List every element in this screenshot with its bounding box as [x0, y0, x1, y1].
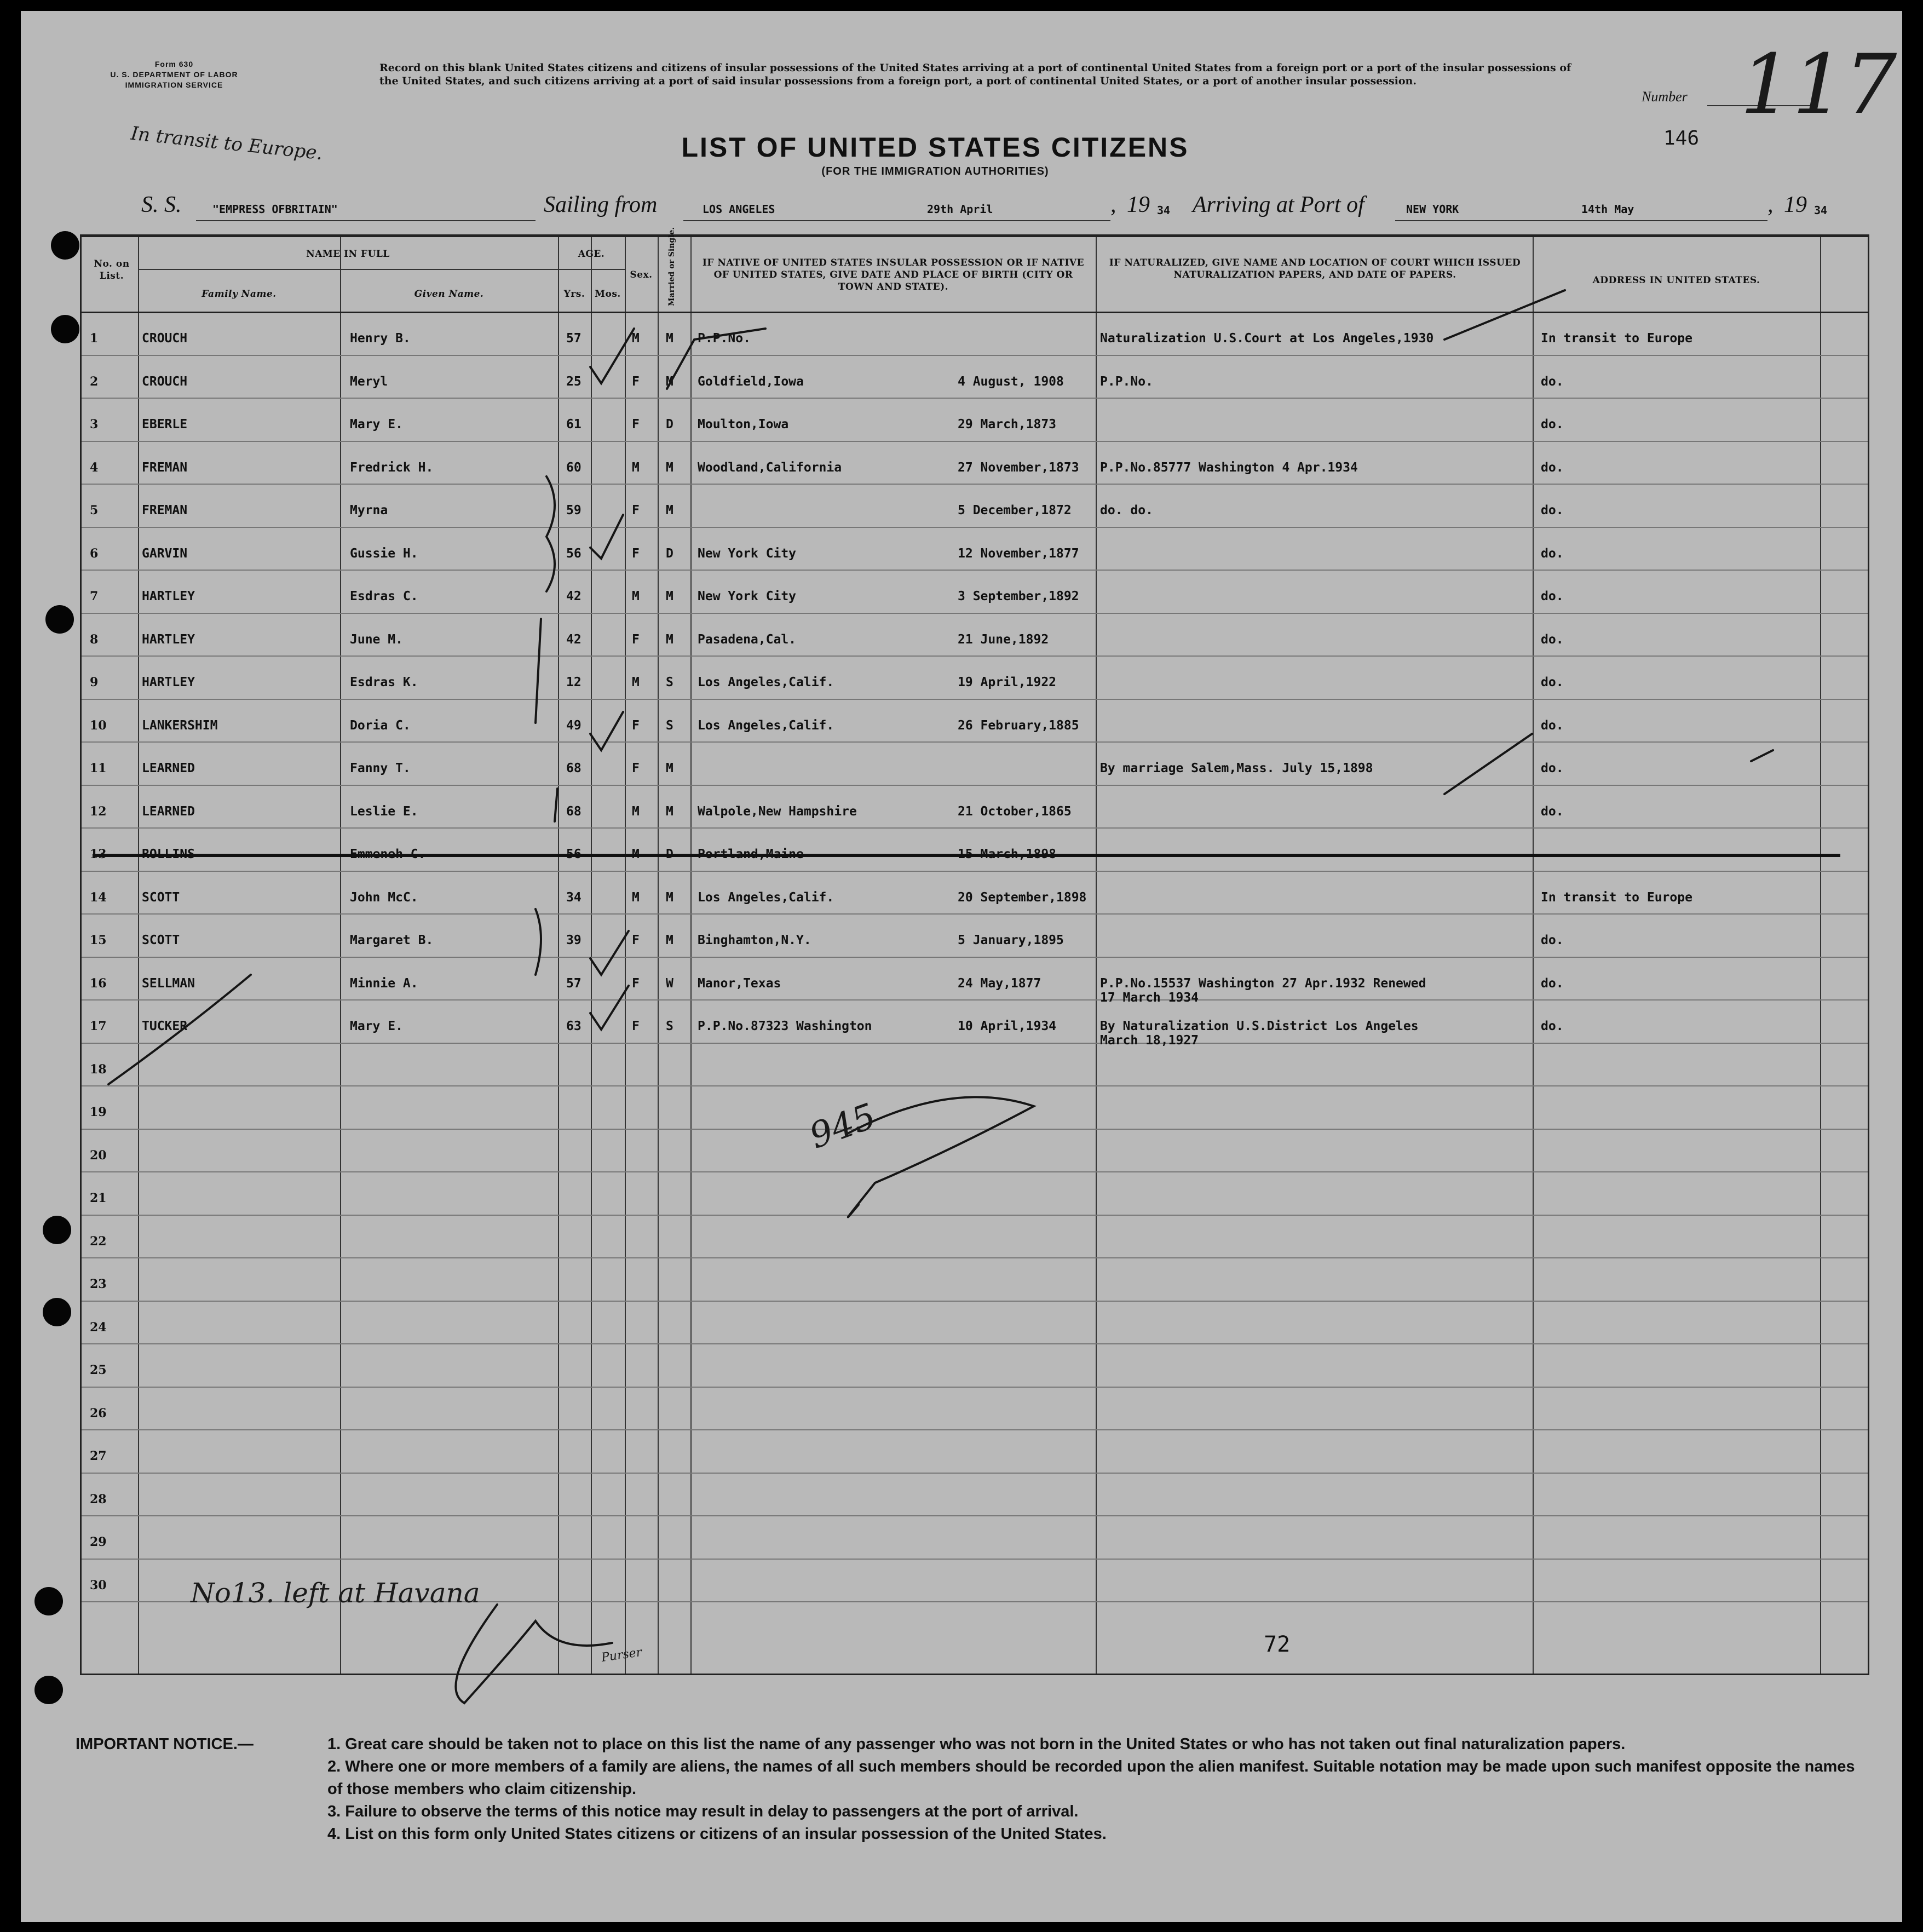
check-mark — [590, 515, 623, 559]
notice-items — [327, 1733, 1861, 1845]
address: do. — [1541, 1019, 1564, 1033]
row-number: 18 — [90, 1062, 107, 1077]
age-years: 56 — [566, 546, 581, 561]
col-birth: IF NATIVE OF UNITED STATES INSULAR POSSESSION OR IF NATIVE OF UNITED STATES, GIVE DATE AND PLACE OF BIRTH (CITY OR TOWN AND STATE). — [702, 257, 1085, 292]
sex: F — [632, 632, 640, 647]
brace-mark — [546, 476, 555, 591]
age-years: 49 — [566, 718, 581, 733]
birth-date: 27 November,1873 — [958, 460, 1079, 475]
age-years: 59 — [566, 503, 581, 518]
naturalization: P.P.No. — [1100, 374, 1153, 389]
list-number: 117 — [1740, 37, 1897, 133]
family-name: LEARNED — [142, 761, 195, 775]
marital-status: S — [666, 675, 673, 689]
row-number: 17 — [90, 1019, 107, 1033]
row-number: 3 — [90, 417, 99, 432]
row-number: 11 — [90, 761, 107, 775]
col-mos: Mos. — [595, 289, 621, 300]
sex: F — [632, 503, 640, 518]
marital-status: M — [666, 890, 673, 905]
birth-date: 20 September,1898 — [958, 890, 1087, 905]
marital-status: M — [666, 503, 673, 518]
brace-mark — [536, 619, 541, 723]
address: do. — [1541, 374, 1564, 389]
manifest-page — [21, 11, 1902, 1922]
age-years: 34 — [566, 890, 581, 905]
family-name: FREMAN — [142, 460, 188, 475]
address: do. — [1541, 976, 1564, 991]
row-number: 16 — [90, 976, 107, 991]
sex: M — [632, 804, 640, 819]
col-yrs: Yrs. — [563, 289, 585, 300]
row-number: 10 — [90, 718, 107, 733]
birth-date: 21 June,1892 — [958, 632, 1049, 647]
row-number: 2 — [90, 374, 99, 389]
age-years: 12 — [566, 675, 581, 689]
given-name: June M. — [350, 632, 403, 647]
family-name: HARTLEY — [142, 675, 195, 689]
family-name: HARTLEY — [142, 589, 195, 603]
birth-place: Los Angeles,Calif. — [698, 675, 834, 689]
family-name: SCOTT — [142, 933, 180, 947]
given-name: Fanny T. — [350, 761, 411, 775]
row-number: 12 — [90, 804, 107, 819]
age-years: 57 — [566, 331, 581, 346]
check-mark — [1444, 290, 1565, 340]
comma: , — [1767, 192, 1774, 217]
family-name: GARVIN — [142, 546, 188, 561]
birth-date: 5 January,1895 — [958, 933, 1064, 947]
row-number: 29 — [90, 1535, 107, 1549]
row-number: 6 — [90, 546, 99, 561]
notice-item: 3. Failure to observe the terms of this notice may result in delay to passengers at the port of arrival. — [327, 1803, 1079, 1820]
sailing-port: LOS ANGELES — [703, 203, 775, 216]
sailing-year-prefix: 19 — [1127, 192, 1150, 217]
check-mark — [590, 329, 634, 383]
sailing-year: 34 — [1157, 204, 1171, 217]
address: do. — [1541, 589, 1564, 603]
birth-place: Woodland,California — [698, 460, 842, 475]
row-number: 28 — [90, 1492, 107, 1507]
birth-place: Los Angeles,Calif. — [698, 718, 834, 733]
given-name: Leslie E. — [350, 804, 418, 819]
birth-date: 26 February,1885 — [958, 718, 1079, 733]
marital-status: M — [666, 589, 673, 603]
naturalization: do. do. — [1100, 503, 1153, 518]
given-name: Esdras C. — [350, 589, 418, 603]
sex: F — [632, 976, 640, 991]
row-number: 25 — [90, 1363, 107, 1377]
naturalization-continued: 17 March 1934 — [1100, 990, 1199, 1005]
age-years: 61 — [566, 417, 581, 432]
row-number: 13 — [90, 847, 107, 861]
address: do. — [1541, 546, 1564, 561]
age-years: 60 — [566, 460, 581, 475]
row-number: 14 — [90, 890, 107, 905]
age-years: 68 — [566, 761, 581, 775]
sex: F — [632, 374, 640, 389]
sex: M — [632, 331, 640, 346]
brace-mark — [555, 789, 557, 821]
row-number: 15 — [90, 933, 107, 947]
col-married-single: Married or Single. — [667, 227, 676, 306]
sex: F — [632, 546, 640, 561]
birth-place: Los Angeles,Calif. — [698, 890, 834, 905]
handwritten-marks — [21, 11, 1902, 1922]
col-address: ADDRESS IN UNITED STATES. — [1592, 275, 1760, 286]
row-number: 21 — [90, 1191, 107, 1205]
sex: M — [632, 460, 640, 475]
address: do. — [1541, 675, 1564, 689]
row-number: 5 — [90, 503, 99, 518]
ss-label: S. S. — [141, 192, 182, 217]
arriving-date: 14th May — [1581, 203, 1634, 216]
birth-place: Portland,Maine — [698, 847, 804, 861]
sex: F — [632, 1019, 640, 1033]
col-family-name: Family Name. — [201, 289, 277, 300]
arriving-year: 34 — [1814, 204, 1828, 217]
marital-status: M — [666, 804, 673, 819]
address: In transit to Europe — [1541, 331, 1692, 346]
sex: M — [632, 589, 640, 603]
given-name: Doria C. — [350, 718, 411, 733]
row-number: 30 — [90, 1578, 107, 1592]
given-name: Esdras K. — [350, 675, 418, 689]
service-name: IMMIGRATION SERVICE — [125, 81, 223, 89]
sex: F — [632, 761, 640, 775]
check-mark — [1751, 750, 1773, 761]
given-name: Henry B. — [350, 331, 411, 346]
col-no-on-list: No. on List. — [94, 258, 130, 281]
marital-status: W — [666, 976, 673, 991]
naturalization: P.P.No.15537 Washington 27 Apr.1932 Renewed — [1100, 976, 1426, 991]
row-number: 8 — [90, 632, 99, 647]
sex: F — [632, 933, 640, 947]
birth-date: 15 March,1898 — [958, 847, 1057, 861]
address: do. — [1541, 632, 1564, 647]
check-mark — [667, 329, 765, 389]
birth-place: New York City — [698, 546, 797, 561]
brace-mark — [536, 909, 541, 975]
birth-place: Binghamton,N.Y. — [698, 933, 811, 947]
col-sex: Sex. — [630, 269, 653, 280]
col-naturalized: IF NATURALIZED, GIVE NAME AND LOCATION OF COURT WHICH ISSUED NATURALIZATION PAPERS, AND DATE OF PAPERS. — [1109, 257, 1521, 280]
family-name: HARTLEY — [142, 632, 195, 647]
marital-status: D — [666, 847, 673, 861]
age-years: 39 — [566, 933, 581, 947]
marital-status: D — [666, 546, 673, 561]
family-name: LEARNED — [142, 804, 195, 819]
birth-date: 19 April,1922 — [958, 675, 1057, 689]
row-number: 26 — [90, 1406, 107, 1421]
age-years: 25 — [566, 374, 581, 389]
arriving-port: NEW YORK — [1406, 203, 1459, 216]
row-number: 23 — [90, 1277, 107, 1291]
number-label: Number — [1642, 89, 1688, 105]
address: do. — [1541, 761, 1564, 775]
sex: M — [632, 890, 640, 905]
birth-date: 5 December,1872 — [958, 503, 1072, 518]
family-name: CROUCH — [142, 331, 188, 346]
family-name: ROLLINS — [142, 847, 195, 861]
given-name: Minnie A. — [350, 976, 418, 991]
birth-date: 3 September,1892 — [958, 589, 1079, 603]
check-mark — [1444, 734, 1532, 794]
marital-status: S — [666, 718, 673, 733]
age-years: 56 — [566, 847, 581, 861]
check-mark — [590, 931, 629, 975]
birth-date: 10 April,1934 — [958, 1019, 1057, 1033]
given-name: Gussie H. — [350, 546, 418, 561]
col-given-name: Given Name. — [414, 289, 484, 300]
stamp-number: 146 — [1663, 127, 1700, 150]
inspector-number: 945 — [804, 1096, 882, 1157]
intro-instructions: Record on this blank United States citizens and citizens of insular possessions of the United States arriving at a port of continental United States from a foreign port or a port of the insular possessions of the United States, and such citizens arriving at a port of said insular possessions from a foreign port, a port of continental United States, or a port of another insular possession. — [379, 62, 1571, 87]
check-mark — [108, 975, 251, 1084]
check-mark — [590, 712, 623, 750]
sailing-from-label: Sailing from — [544, 192, 658, 217]
marital-status: D — [666, 417, 673, 432]
birth-place: Walpole,New Hampshire — [698, 804, 857, 819]
ship-name: "EMPRESS OFBRITAIN" — [212, 203, 338, 216]
naturalization: P.P.No.85777 Washington 4 Apr.1934 — [1100, 460, 1358, 475]
birth-place: Manor,Texas — [698, 976, 781, 991]
sex: M — [632, 675, 640, 689]
sex: F — [632, 417, 640, 432]
age-years: 63 — [566, 1019, 581, 1033]
naturalization: By Naturalization U.S.District Los Angeles — [1100, 1019, 1419, 1033]
sailing-date: 29th April — [927, 203, 993, 216]
notice-item: 1. Great care should be taken not to place on this list the name of any passenger who was not born in the United States or who has not taken out final naturalization papers. — [327, 1735, 1626, 1753]
given-name: Mary E. — [350, 1019, 403, 1033]
address: do. — [1541, 503, 1564, 518]
marital-status: M — [666, 331, 673, 346]
age-years: 42 — [566, 589, 581, 603]
naturalization-continued: March 18,1927 — [1100, 1033, 1199, 1048]
address: do. — [1541, 718, 1564, 733]
form-number: Form 630 — [154, 60, 194, 68]
given-name: Mary E. — [350, 417, 403, 432]
address: do. — [1541, 417, 1564, 432]
birth-date: 29 March,1873 — [958, 417, 1057, 432]
marital-status: S — [666, 1019, 673, 1033]
given-name: Meryl — [350, 374, 388, 389]
birth-place: Moulton,Iowa — [698, 417, 789, 432]
address: do. — [1541, 933, 1564, 947]
arriving-year-prefix: 19 — [1784, 192, 1807, 217]
check-mark — [590, 986, 629, 1030]
given-name: Fredrick H. — [350, 460, 434, 475]
row-number: 7 — [90, 589, 99, 603]
family-name: SELLMAN — [142, 976, 195, 991]
address: do. — [1541, 460, 1564, 475]
naturalization: By marriage Salem,Mass. July 15,1898 — [1100, 761, 1373, 775]
transit-note: In transit to Europe. — [129, 122, 324, 165]
row-number: 9 — [90, 675, 99, 689]
family-name: TUCKER — [142, 1019, 188, 1033]
notice-item: 2. Where one or more members of a family are aliens, the names of all such members should be recorded upon the alien manifest. Suitable notation may be made upon such manifest opposite the names of those members who claim citizenship. — [327, 1758, 1855, 1798]
notice-item: 4. List on this form only United States citizens or citizens of an insular possession of the United States. — [327, 1825, 1107, 1843]
marital-status: M — [666, 632, 673, 647]
family-name: FREMAN — [142, 503, 188, 518]
page-subtitle: (FOR THE IMMIGRATION AUTHORITIES) — [821, 165, 1049, 177]
birth-date: 24 May,1877 — [958, 976, 1041, 991]
given-name: John McC. — [350, 890, 418, 905]
given-name: Margaret B. — [350, 933, 434, 947]
row-number: 1 — [90, 331, 99, 346]
age-years: 68 — [566, 804, 581, 819]
row-number: 22 — [90, 1234, 107, 1249]
notice-title: IMPORTANT NOTICE.— — [76, 1735, 254, 1753]
birth-place: Pasadena,Cal. — [698, 632, 797, 647]
col-name-in-full: NAME IN FULL — [306, 249, 390, 260]
given-name: Emmeneh C. — [350, 847, 426, 861]
birth-place: P.P.No.87323 Washington — [698, 1019, 872, 1033]
comma: , — [1110, 192, 1116, 217]
department-name: U. S. DEPARTMENT OF LABOR — [110, 70, 238, 79]
clerk-note: No13. left at Havana — [191, 1577, 480, 1609]
family-name: LANKERSHIM — [142, 718, 218, 733]
sex: F — [632, 718, 640, 733]
age-years: 57 — [566, 976, 581, 991]
row-number: 24 — [90, 1320, 107, 1335]
arriving-label: Arriving at Port of — [1193, 192, 1364, 217]
marital-status: M — [666, 761, 673, 775]
birth-date: 21 October,1865 — [958, 804, 1072, 819]
naturalization: Naturalization U.S.Court at Los Angeles,1930 — [1100, 331, 1434, 346]
birth-date: 12 November,1877 — [958, 546, 1079, 561]
address: do. — [1541, 804, 1564, 819]
signature-mark — [456, 1605, 612, 1703]
birth-place: New York City — [698, 589, 797, 603]
family-name: CROUCH — [142, 374, 188, 389]
row-number: 20 — [90, 1148, 107, 1163]
family-name: EBERLE — [142, 417, 188, 432]
signature-mark — [848, 1097, 1034, 1217]
purser-label: Purser — [600, 1645, 643, 1665]
row-number: 4 — [90, 460, 99, 475]
age-years: 42 — [566, 632, 581, 647]
family-name: SCOTT — [142, 890, 180, 905]
birth-date: 4 August, 1908 — [958, 374, 1064, 389]
marital-status: M — [666, 374, 673, 389]
page-stamp: 72 — [1264, 1632, 1291, 1657]
address: In transit to Europe — [1541, 890, 1692, 905]
given-name: Myrna — [350, 503, 388, 518]
marital-status: M — [666, 460, 673, 475]
row-number: 19 — [90, 1105, 107, 1119]
sex: M — [632, 847, 640, 861]
birth-place: P.P.No. — [698, 331, 751, 346]
col-age: AGE. — [578, 249, 605, 260]
page-title: LIST OF UNITED STATES CITIZENS — [681, 132, 1189, 163]
marital-status: M — [666, 933, 673, 947]
row-number: 27 — [90, 1449, 107, 1463]
birth-place: Goldfield,Iowa — [698, 374, 804, 389]
